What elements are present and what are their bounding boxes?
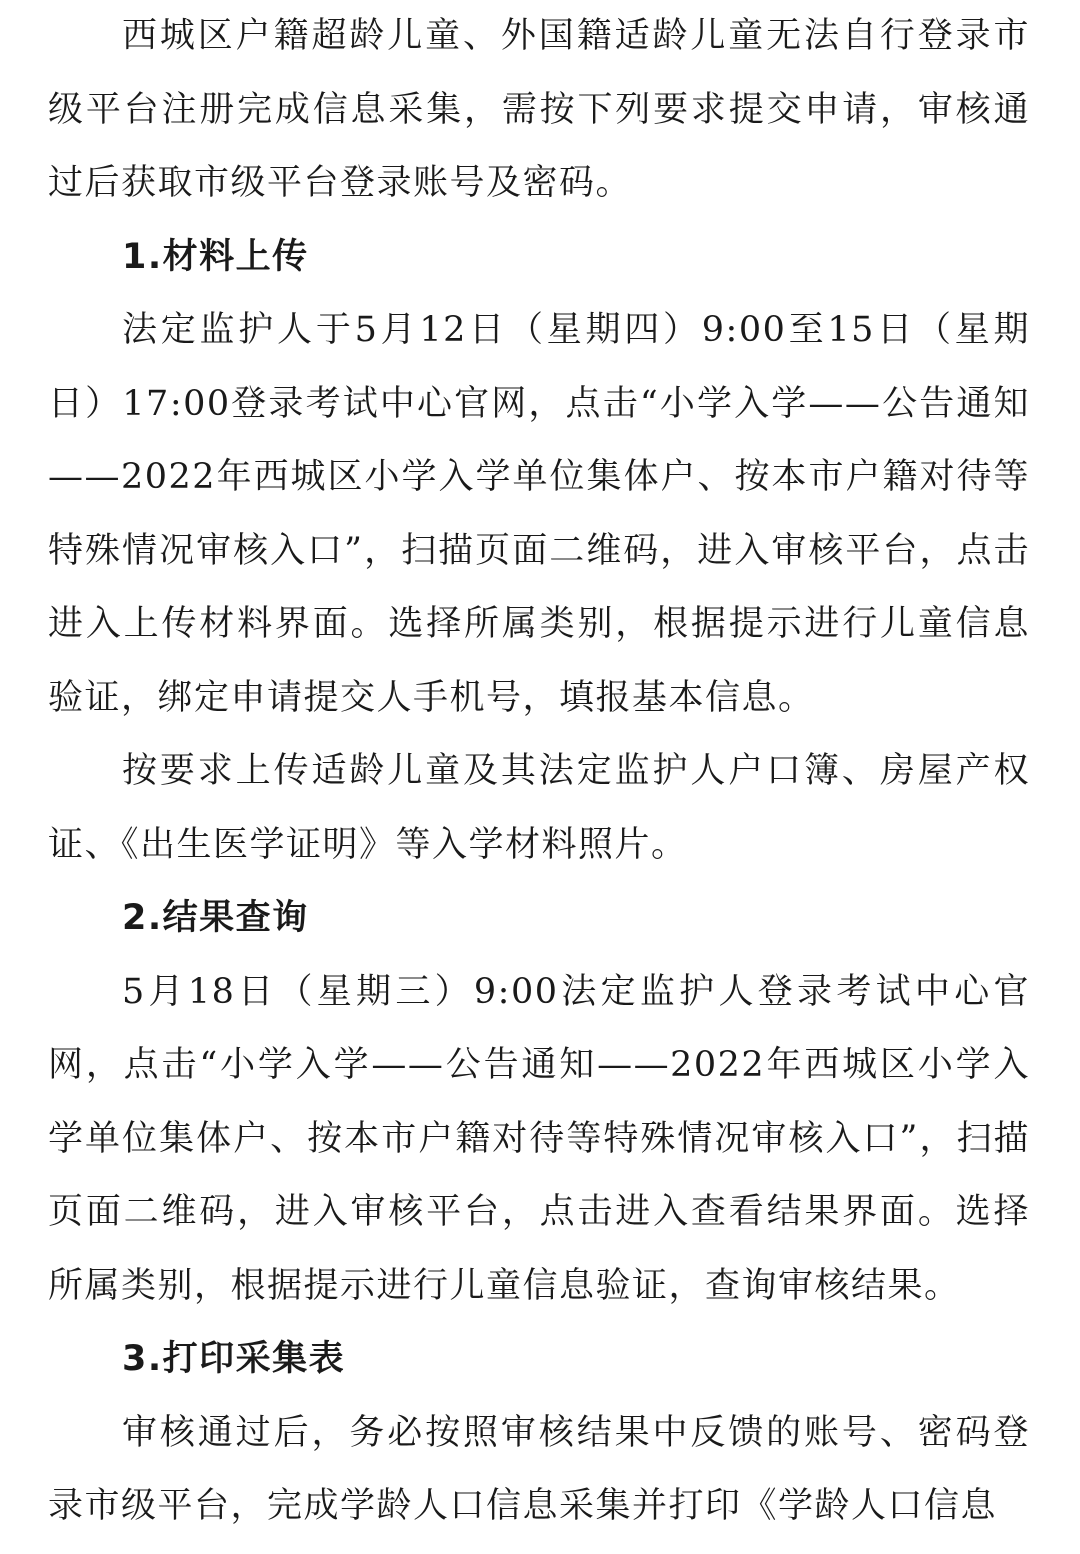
section-heading-print: 3.打印采集表 <box>122 1339 346 1379</box>
materials-paragraph-1: 法定监护人于5月12日（星期四）9:00至15日（星期日）17:00登录考试中心官网，点击“小学入学——公告通知——2022年西城区小学入学单位集体户、按本市户籍对待等特殊情况审核入口”，扫描页面二维码，进入审核平台，点击进入上传材料界面。选择所属类别，根据提示进行儿童信息验证，绑定申请提交人手机号，填报基本信息。 <box>48 310 1030 718</box>
results-paragraph: 5月18日（星期三）9:00法定监护人登录考试中心官网，点击“小学入学——公告通知——2022年西城区小学入学单位集体户、按本市户籍对待等特殊情况审核入口”，扫描页面二维码，进入审核平台，点击进入查看结果界面。选择所属类别，根据提示进行儿童信息验证，查询审核结果。 <box>48 971 1030 1306</box>
section-heading-results: 2.结果查询 <box>122 898 309 938</box>
intro-paragraph: 西城区户籍超龄儿童、外国籍适龄儿童无法自行登录市级平台注册完成信息采集，需按下列要求提交申请，审核通过后获取市级平台登录账号及密码。 <box>48 16 1030 203</box>
materials-paragraph-2: 按要求上传适龄儿童及其法定监护人户口簿、房屋产权证、《出生医学证明》等入学材料照片。 <box>48 751 1030 865</box>
section-heading-materials: 1.材料上传 <box>122 236 309 277</box>
document-body <box>48 0 1030 1544</box>
print-paragraph: 审核通过后，务必按照审核结果中反馈的账号、密码登录市级平台，完成学龄人口信息采集并打印《学龄人口信息 <box>48 1412 1030 1526</box>
